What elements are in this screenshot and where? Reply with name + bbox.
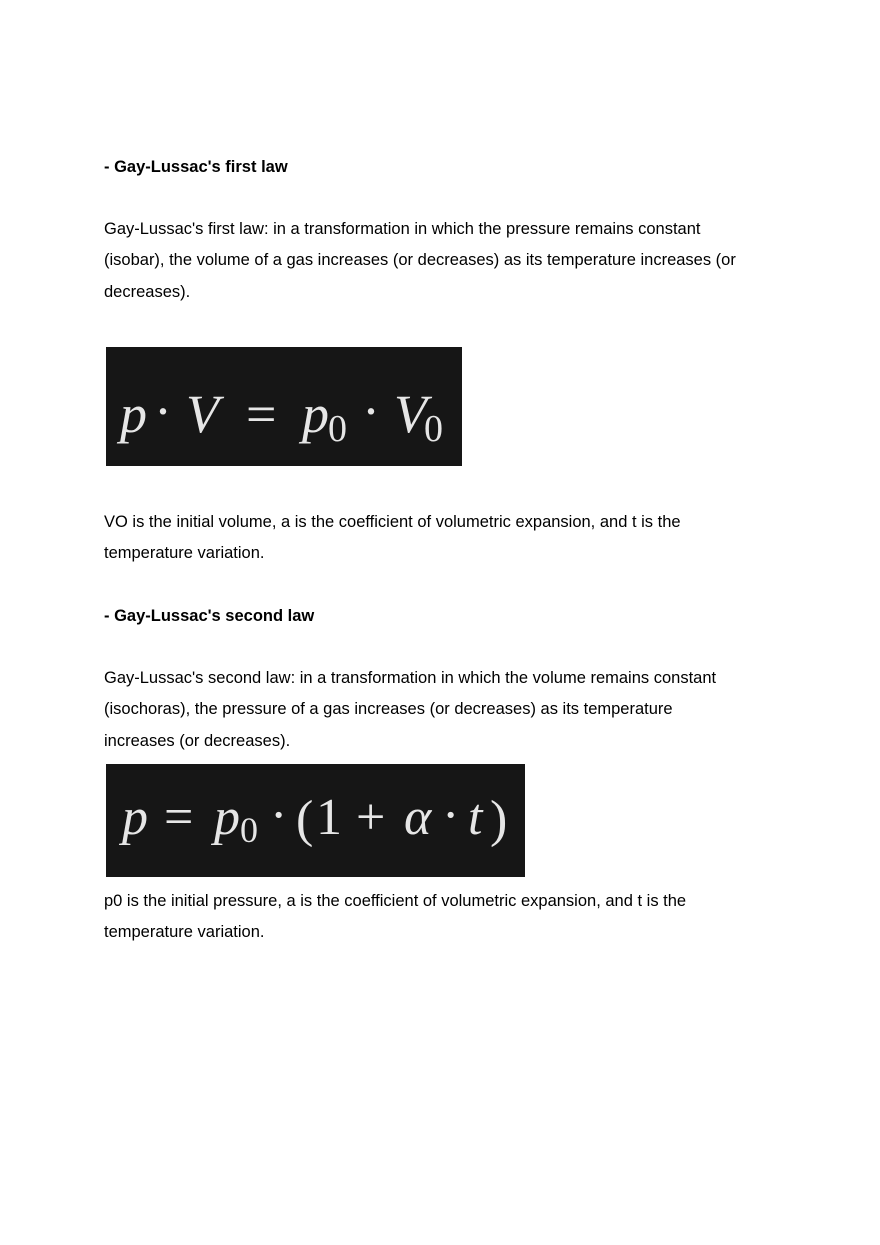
second-law-note <box>104 886 686 949</box>
formula-subscript: 0 <box>328 408 347 450</box>
paragraph-line: decreases). <box>104 282 191 301</box>
formula-symbol: ( <box>296 791 314 848</box>
paragraph-line: p0 is the initial pressure, a is the coefficient of volumetric expansion, and t is the <box>104 892 687 910</box>
first-law-description <box>104 214 736 308</box>
paragraph-line: Gay-Lussac's first law: in a transformation in which the pressure remains constant <box>104 220 701 238</box>
formula-symbol: p <box>214 789 240 846</box>
formula-symbol: t <box>468 789 483 846</box>
second-law-description <box>104 663 716 757</box>
formula-symbol: = <box>164 789 194 846</box>
formula-image-first-law <box>106 347 462 466</box>
paragraph-line: temperature variation. <box>104 544 265 563</box>
paragraph-line: (isobar), the volume of a gas increases (or decreases) as its temperature increases (or <box>104 251 736 270</box>
formula-symbol: V <box>394 384 427 444</box>
formula-symbol: · <box>270 787 288 844</box>
formula-symbol: p <box>122 789 148 846</box>
formula-symbol: ) <box>490 791 508 848</box>
section-heading-second-law: - Gay-Lussac's second law <box>104 607 315 625</box>
paragraph-line: VO is the initial volume, a is the coefficient of volumetric expansion, and t is the <box>104 513 681 531</box>
formula-subscript: 0 <box>240 810 258 850</box>
formula-symbol: α <box>404 789 432 846</box>
formula-symbol: p <box>120 384 147 444</box>
paragraph-line: Gay-Lussac's second law: in a transformation in which the volume remains constant <box>104 669 717 687</box>
paragraph-line: (isochoras), the pressure of a gas increases (or decreases) as its temperature <box>104 700 673 719</box>
first-law-note <box>104 507 681 570</box>
formula-symbol: V <box>186 384 219 444</box>
formula-subscript: 0 <box>424 408 443 450</box>
formula-symbol: · <box>442 787 460 844</box>
formula-symbol: · <box>362 381 380 441</box>
formula-symbol: · <box>154 381 172 441</box>
formula-image-second-law <box>106 764 525 877</box>
formula-symbol: = <box>246 384 277 444</box>
formula-symbol: + <box>356 789 386 846</box>
paragraph-line: temperature variation. <box>104 923 265 942</box>
formula-symbol: p <box>302 384 329 444</box>
formula-symbol: 1 <box>316 789 342 846</box>
section-heading-first-law: - Gay-Lussac's first law <box>104 158 288 176</box>
paragraph-line: increases (or decreases). <box>104 731 291 750</box>
